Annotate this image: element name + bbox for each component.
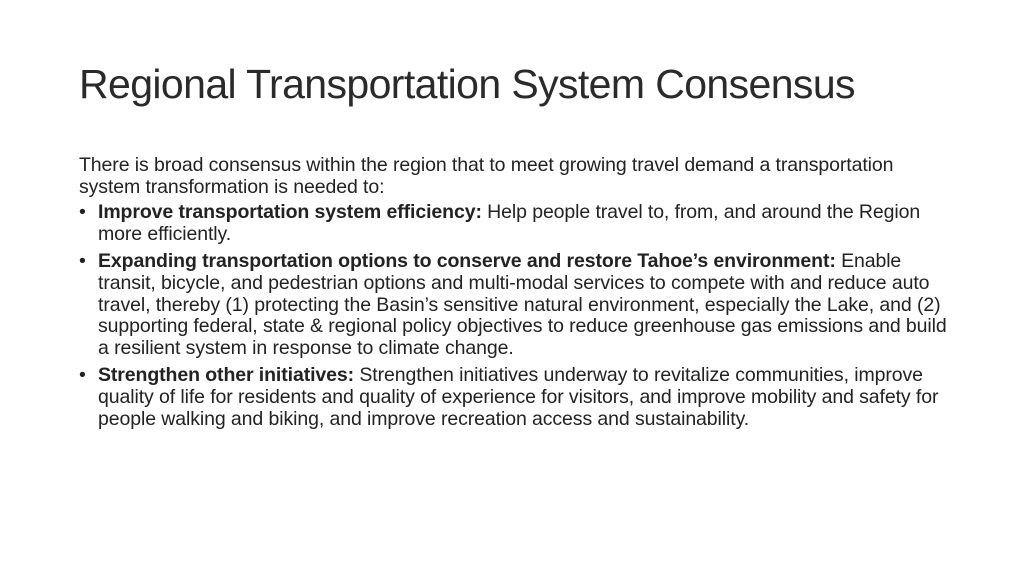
slide-body: [79, 155, 959, 436]
bullet-item-efficiency: [79, 202, 959, 245]
bullet-item-options: [79, 251, 959, 359]
bullet-text: Strengthen initiatives underway to revitalize communities, improve quality of life for residents and quality of experience for visitors, and improve mobility and safety for people walking and biking, and improve recreation access and sustainability.: [98, 364, 939, 430]
bullet-heading: Strengthen other initiatives:: [98, 364, 360, 387]
bullet-icon: •: [79, 250, 86, 273]
bullet-text: Help people travel to, from, and around the Region more efficiently.: [98, 201, 921, 245]
bullet-item-initiatives: [79, 365, 959, 430]
intro-paragraph: There is broad consensus within the region that to meet growing travel demand a transportation system transformation is needed to:: [79, 154, 894, 198]
slide-title: Regional Transportation System Consensus: [79, 61, 855, 107]
bullet-heading: Expanding transportation options to conserve and restore Tahoe’s environment:: [98, 250, 842, 273]
bullet-list: [79, 202, 959, 430]
bullet-icon: •: [79, 201, 86, 224]
bullet-icon: •: [79, 364, 86, 387]
bullet-heading: Improve transportation system efficiency:: [98, 201, 488, 224]
bullet-text: Enable transit, bicycle, and pedestrian options and multi-modal services to compete with and reduce auto travel, thereby (1) protecting the Basin’s sensitive natural environment, especially the Lake, and (2) supporting federal, state & regional policy objectives to reduce greenhouse gas emissions and build a resilient system in response to climate change.: [98, 250, 947, 359]
